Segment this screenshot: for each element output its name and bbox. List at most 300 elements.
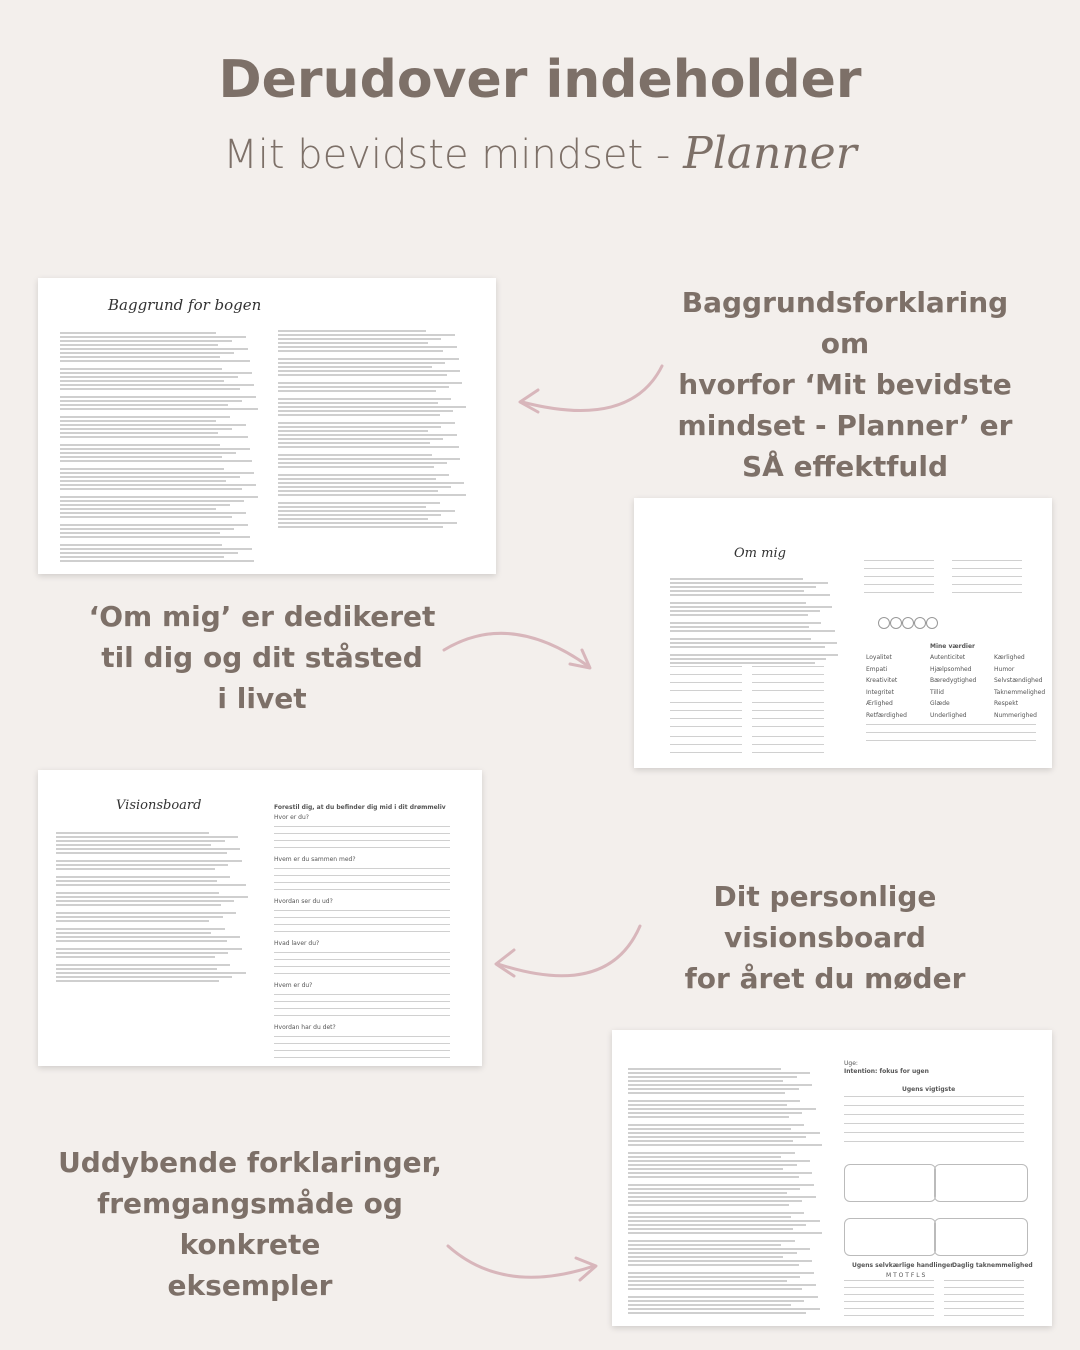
text-line	[628, 1088, 799, 1090]
text-line	[278, 382, 462, 384]
text-line	[60, 332, 216, 334]
text-line	[628, 1228, 793, 1230]
text-line	[56, 900, 234, 902]
answer-line	[952, 584, 1022, 585]
caption-line: ‘Om mig’ er dedikeret	[88, 600, 436, 633]
section-title: Daglig taknemmelighed	[952, 1262, 1033, 1269]
text-line	[278, 402, 438, 404]
text-line	[60, 400, 242, 402]
text-line	[628, 1304, 791, 1306]
text-line	[628, 1284, 816, 1286]
text-line	[60, 360, 250, 362]
text-line	[278, 398, 451, 400]
text-line	[278, 410, 453, 412]
text-line	[278, 414, 440, 416]
text-line	[628, 1172, 812, 1174]
answer-line	[274, 1050, 450, 1051]
answer-line	[274, 882, 450, 883]
text-line	[628, 1100, 800, 1102]
caption-line: mindset - Planner’ er	[677, 409, 1013, 442]
question: Hvad laver du?	[274, 940, 320, 947]
answer-line	[274, 931, 450, 932]
text-line	[628, 1288, 802, 1290]
text-line	[278, 454, 432, 456]
main-title: Derudover indeholder	[218, 50, 862, 110]
text-line	[670, 606, 832, 608]
value-label: Selvstændighed	[994, 677, 1043, 684]
habit-row	[844, 1315, 934, 1316]
text-line	[278, 386, 449, 388]
text-line	[278, 462, 447, 464]
text-line	[60, 388, 240, 390]
answer-line	[864, 592, 934, 593]
answer-line	[274, 1001, 450, 1002]
text-line	[278, 526, 443, 528]
planner-row	[844, 1114, 1024, 1115]
answer-line	[752, 726, 824, 727]
text-line	[60, 352, 234, 354]
habit-row	[844, 1287, 934, 1288]
text-line	[628, 1252, 797, 1254]
text-line	[60, 460, 252, 462]
question: Hvem er du?	[274, 982, 313, 989]
text-line	[628, 1084, 812, 1086]
section-title: Forestil dig, at du befinder dig mid i dit drømmeliv	[274, 804, 446, 811]
text-line	[628, 1216, 791, 1218]
text-line	[278, 514, 441, 516]
answer-line	[670, 702, 742, 703]
caption-line: SÅ effektfuld	[741, 450, 948, 483]
text-line	[60, 424, 246, 426]
text-line	[670, 594, 830, 596]
text-line	[628, 1116, 789, 1118]
text-line	[56, 876, 230, 878]
text-line	[278, 502, 440, 504]
answer-line	[274, 826, 450, 827]
text-line	[278, 510, 455, 512]
text-line	[278, 494, 466, 496]
text-line	[56, 964, 230, 966]
caption-line: Uddybende forklaringer,	[58, 1146, 442, 1179]
answer-line	[274, 966, 450, 967]
text-line	[278, 474, 449, 476]
text-line	[628, 1128, 791, 1130]
text-line	[56, 940, 227, 942]
text-line	[278, 374, 447, 376]
text-line	[56, 892, 219, 894]
text-line	[278, 482, 464, 484]
caption-visionsboard	[620, 876, 1030, 999]
text-line	[56, 912, 236, 914]
page-preview-baggrund	[38, 278, 496, 574]
text-line	[60, 380, 224, 382]
text-line	[628, 1220, 820, 1222]
text-line	[670, 662, 815, 664]
goal-box	[934, 1218, 1028, 1256]
habit-row	[844, 1308, 934, 1309]
text-line	[60, 468, 224, 470]
text-line	[60, 428, 232, 430]
answer-line	[864, 560, 934, 561]
text-line	[628, 1248, 810, 1250]
text-line	[56, 868, 215, 870]
answer-line	[274, 994, 450, 995]
text-line	[670, 654, 838, 656]
text-line	[670, 586, 816, 588]
text-line	[60, 340, 232, 342]
text-line	[278, 430, 428, 432]
text-line	[60, 524, 248, 526]
text-line	[60, 448, 250, 450]
caption-line: i livet	[217, 682, 307, 715]
question: Hvor er du?	[274, 814, 309, 821]
text-line	[628, 1256, 783, 1258]
text-line	[628, 1192, 787, 1194]
text-line	[60, 376, 238, 378]
page-heading: Baggrund for bogen	[108, 296, 262, 314]
value-label: Underlighed	[930, 711, 967, 719]
text-line	[628, 1260, 812, 1262]
text-line	[628, 1152, 795, 1154]
planner-row	[844, 1141, 1024, 1142]
text-line	[60, 496, 258, 498]
text-line	[628, 1176, 799, 1178]
text-line	[628, 1160, 810, 1162]
gratitude-row	[944, 1280, 1024, 1281]
text-line	[60, 536, 250, 538]
text-line	[628, 1104, 787, 1106]
values-title: Mine værdier	[930, 643, 975, 650]
text-line	[278, 458, 460, 460]
text-line	[56, 948, 242, 950]
text-line	[278, 390, 436, 392]
page-heading: Om mig	[734, 546, 786, 561]
text-line	[60, 516, 232, 518]
text-line	[60, 444, 220, 446]
curved-arrow-icon	[510, 360, 670, 420]
gratitude-row	[944, 1294, 1024, 1295]
text-line	[60, 480, 226, 482]
value-label: Autenticitet	[930, 654, 966, 661]
text-line	[628, 1080, 783, 1082]
text-line	[670, 590, 804, 592]
text-line	[278, 350, 443, 352]
text-line	[628, 1156, 781, 1158]
answer-line	[274, 917, 450, 918]
rating-circle[interactable]	[926, 617, 938, 629]
text-line	[60, 348, 248, 350]
answer-line	[752, 718, 824, 719]
text-line	[278, 486, 451, 488]
answer-line	[274, 973, 450, 974]
text-line	[56, 836, 238, 838]
caption-line: Dit personlige visionsboard	[713, 880, 937, 954]
text-line	[60, 368, 222, 370]
text-line	[60, 500, 244, 502]
caption-line: eksempler	[167, 1269, 333, 1302]
text-line	[56, 920, 209, 922]
answer-line	[752, 710, 824, 711]
text-line	[670, 638, 811, 640]
answer-line	[866, 732, 1036, 733]
text-line	[670, 622, 821, 624]
value-label: Bæredygtighed	[930, 677, 977, 684]
caption-line: Baggrundsforklaring om	[681, 286, 1009, 360]
caption-line: fremgangsmåde og konkrete	[97, 1187, 403, 1261]
answer-line	[952, 592, 1022, 593]
curved-arrow-icon	[444, 1236, 604, 1300]
answer-line	[752, 744, 824, 745]
value-label: Ærlighed	[866, 700, 893, 707]
text-line	[628, 1108, 816, 1110]
value-label: Humor	[994, 665, 1015, 673]
text-line	[628, 1068, 781, 1070]
answer-line	[952, 568, 1022, 569]
text-line	[628, 1144, 822, 1146]
answer-line	[670, 726, 742, 727]
text-line	[60, 472, 254, 474]
text-line	[628, 1224, 806, 1226]
answer-line	[670, 666, 742, 667]
section-title: Ugens selvkærlige handlinger	[852, 1262, 954, 1269]
text-line	[56, 896, 248, 898]
answer-line	[274, 868, 450, 869]
text-line	[278, 366, 432, 368]
text-line	[278, 466, 434, 468]
answer-line	[752, 702, 824, 703]
answer-line	[752, 736, 824, 737]
text-line	[670, 646, 825, 648]
caption-om-mig	[72, 596, 452, 719]
rating-circle[interactable]	[914, 617, 926, 629]
text-line	[628, 1136, 806, 1138]
value-label: Nummerighed	[994, 711, 1037, 719]
rating-circle[interactable]	[878, 617, 890, 629]
planner-row	[844, 1096, 1024, 1097]
answer-line	[274, 889, 450, 890]
text-line	[60, 512, 246, 514]
text-line	[60, 560, 254, 562]
answer-line	[952, 576, 1022, 577]
answer-line	[670, 690, 742, 691]
text-line	[628, 1272, 814, 1274]
text-line	[56, 956, 215, 958]
subtitle-script-text: Planner	[683, 128, 857, 179]
text-line	[670, 610, 820, 612]
value-label: Retfærdighed	[866, 711, 907, 719]
text-line	[278, 426, 441, 428]
answer-line	[670, 710, 742, 711]
value-label: Glæde	[930, 700, 950, 707]
text-line	[278, 506, 426, 508]
text-line	[628, 1276, 800, 1278]
value-label: Empati	[866, 665, 888, 673]
text-line	[628, 1076, 797, 1078]
text-line	[56, 848, 240, 850]
text-line	[56, 968, 217, 970]
text-line	[628, 1204, 789, 1206]
gratitude-row	[944, 1308, 1024, 1309]
text-line	[628, 1092, 785, 1094]
habit-row	[844, 1280, 934, 1281]
text-line	[278, 362, 445, 364]
answer-line	[274, 833, 450, 834]
caption-baggrund	[660, 282, 1030, 487]
text-line	[278, 406, 466, 408]
answer-line	[274, 1008, 450, 1009]
text-line	[628, 1184, 814, 1186]
text-line	[278, 342, 428, 344]
text-line	[56, 860, 242, 862]
text-line	[56, 916, 223, 918]
answer-line	[274, 910, 450, 911]
habit-row	[844, 1294, 934, 1295]
text-line	[670, 578, 803, 580]
text-line	[670, 658, 826, 660]
text-line	[628, 1264, 799, 1266]
answer-line	[864, 568, 934, 569]
subtitle-text: Mit bevidste mindset -	[223, 132, 671, 178]
answer-line	[752, 682, 824, 683]
text-line	[60, 456, 222, 458]
text-line	[56, 976, 232, 978]
text-line	[278, 358, 459, 360]
text-line	[628, 1212, 804, 1214]
text-line	[670, 642, 837, 644]
gratitude-row	[944, 1315, 1024, 1316]
text-line	[60, 344, 218, 346]
planner-row	[844, 1123, 1024, 1124]
page-preview-planner	[612, 1030, 1052, 1326]
text-line	[628, 1132, 820, 1134]
answer-line	[866, 724, 1036, 725]
answer-line	[274, 875, 450, 876]
text-line	[60, 532, 220, 534]
page-preview-visionsboard	[38, 770, 482, 1066]
text-line	[628, 1280, 787, 1282]
text-line	[278, 434, 457, 436]
text-line	[628, 1296, 818, 1298]
text-line	[56, 832, 209, 834]
answer-line	[752, 674, 824, 675]
gratitude-row	[944, 1301, 1024, 1302]
text-line	[60, 416, 230, 418]
text-line	[60, 528, 234, 530]
subtitle	[0, 128, 1080, 179]
answer-line	[274, 1015, 450, 1016]
value-label: Kreativitet	[866, 677, 898, 684]
text-line	[628, 1140, 793, 1142]
text-line	[60, 396, 256, 398]
text-line	[60, 552, 238, 554]
caption-line: for året du møder	[684, 962, 966, 995]
text-line	[60, 436, 248, 438]
text-line	[60, 420, 216, 422]
text-line	[278, 438, 443, 440]
text-line	[60, 372, 252, 374]
page-heading: Visionsboard	[116, 798, 202, 813]
planner-row	[844, 1105, 1024, 1106]
answer-line	[864, 576, 934, 577]
text-line	[56, 844, 211, 846]
text-line	[56, 980, 219, 982]
text-line	[670, 602, 806, 604]
text-line	[56, 904, 221, 906]
goal-box	[844, 1164, 936, 1202]
answer-line	[670, 674, 742, 675]
text-line	[56, 952, 228, 954]
text-line	[60, 356, 220, 358]
value-label: Kærlighed	[994, 654, 1025, 661]
text-line	[60, 504, 230, 506]
text-line	[628, 1232, 822, 1234]
text-line	[670, 614, 808, 616]
text-line	[60, 484, 256, 486]
answer-line	[866, 740, 1036, 741]
answer-line	[274, 1036, 450, 1037]
answer-line	[670, 736, 742, 737]
text-line	[56, 880, 217, 882]
caption-line: hvorfor ‘Mit bevidste	[678, 368, 1012, 401]
text-line	[278, 522, 457, 524]
text-line	[278, 446, 459, 448]
habit-row	[844, 1301, 934, 1302]
text-line	[628, 1188, 800, 1190]
text-line	[278, 518, 428, 520]
section-title: Ugens vigtigste	[902, 1086, 956, 1093]
answer-line	[274, 952, 450, 953]
answer-line	[864, 584, 934, 585]
value-label: Hjælpsomhed	[930, 665, 972, 673]
text-line	[60, 404, 228, 406]
text-line	[278, 478, 436, 480]
text-line	[60, 336, 246, 338]
goal-box	[934, 1164, 1028, 1202]
text-line	[60, 452, 236, 454]
answer-line	[274, 1057, 450, 1058]
rating-circle[interactable]	[902, 617, 914, 629]
text-line	[60, 432, 218, 434]
text-line	[60, 408, 258, 410]
answer-line	[274, 1043, 450, 1044]
curved-arrow-icon	[440, 620, 600, 680]
text-line	[56, 936, 240, 938]
text-line	[60, 476, 240, 478]
value-label: Integritet	[866, 688, 894, 696]
text-line	[60, 384, 254, 386]
text-line	[278, 330, 426, 332]
text-line	[670, 582, 828, 584]
curved-arrow-icon	[488, 920, 648, 990]
answer-line	[670, 682, 742, 683]
answer-line	[274, 847, 450, 848]
text-line	[628, 1308, 820, 1310]
answer-line	[670, 752, 742, 753]
text-line	[56, 932, 211, 934]
answer-line	[752, 690, 824, 691]
text-line	[628, 1312, 806, 1314]
text-line	[278, 334, 455, 336]
caption-line: til dig og dit ståsted	[101, 641, 423, 674]
text-line	[56, 884, 246, 886]
page-preview-om-mig	[634, 498, 1052, 768]
text-line	[670, 630, 835, 632]
text-line	[670, 626, 809, 628]
question: Hvordan har du det?	[274, 1024, 336, 1031]
text-line	[628, 1240, 795, 1242]
value-label: Taknemmelighed	[994, 688, 1046, 696]
rating-circle[interactable]	[890, 617, 902, 629]
